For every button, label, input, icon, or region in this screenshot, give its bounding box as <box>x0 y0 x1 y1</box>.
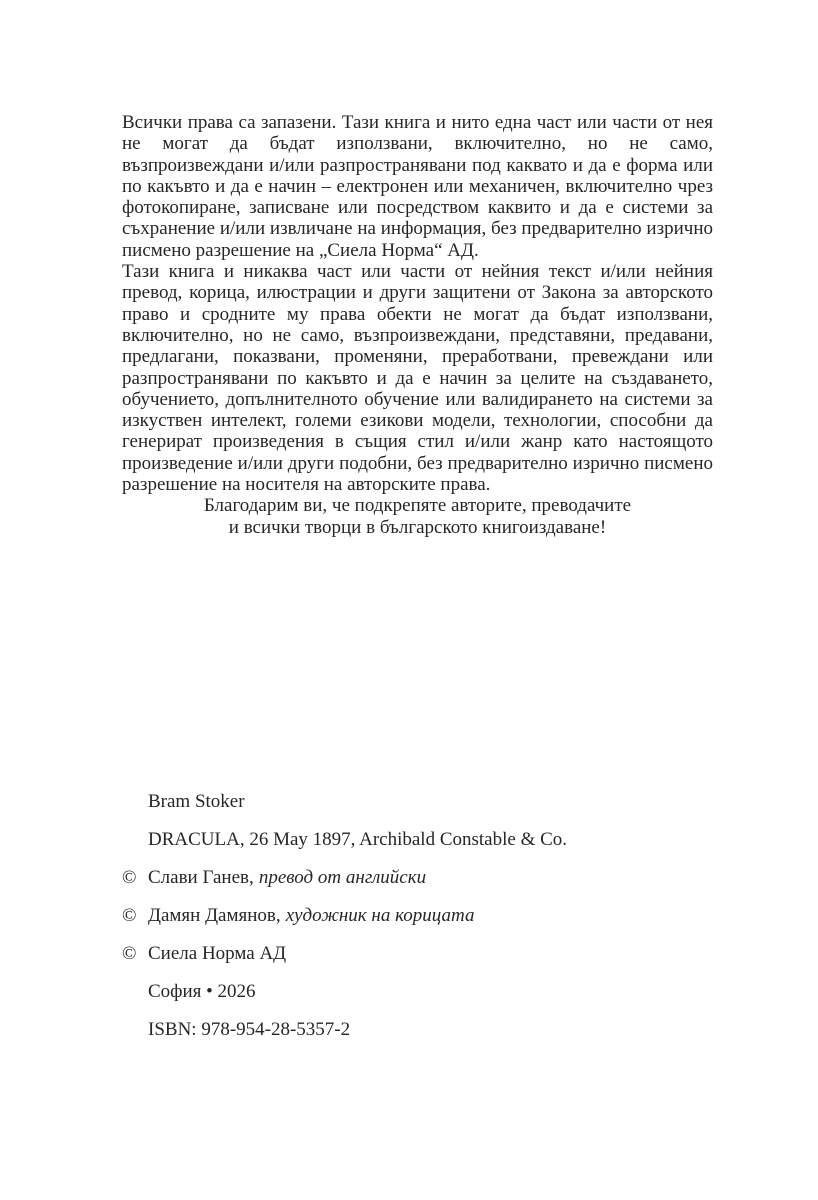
credit-cover-artist <box>122 905 713 926</box>
credit-publisher <box>122 943 713 964</box>
isbn: ISBN: 978-954-28-5357-2 <box>148 1019 351 1040</box>
credit-cover-artist-role: художник на корицата <box>285 905 475 926</box>
credit-publisher-name: Сиела Норма АД <box>148 943 287 964</box>
rights-notice-section <box>122 112 713 538</box>
credit-translator-name: Слави Ганев, <box>148 867 254 888</box>
thanks-line-2: и всички творци в българското книгоиздаване! <box>228 516 607 538</box>
original-author: Bram Stoker <box>148 791 245 812</box>
copyright-symbol: © <box>122 943 137 964</box>
rights-paragraph-2: Тази книга и никаква част или части от нейния текст и/или нейния превод, корица, илюстрации и други защитени от Закона за авторското право и сродните му права обекти не могат да бъдат използвани, включително, но не само, възпроизвеждани, представяни, предавани, предлагани, показвани, променяни, преработвани, превеждани или разпространявани по какъвто и да е начин за целите на създаването, обучението, допълнителното обучение или валидирането на системи за изкуствен интелект, големи езикови модели, технологии, способни да генерират произведения в същия стил и/или жанр като настоящото произведение и/или други подобни, без предварително изрично писмено разрешение на носителя на авторските права. <box>122 261 713 496</box>
city-year: София • 2026 <box>148 981 256 1002</box>
copyright-symbol: © <box>122 905 137 926</box>
original-edition: DRACULA, 26 May 1897, Archibald Constable & Co. <box>148 829 568 850</box>
thanks-note <box>122 495 713 538</box>
credit-translator <box>122 867 713 888</box>
rights-paragraph-1: Всички права са запазени. Тази книга и нито една част или части от нея не могат да бъдат използвани, включително, но не само, възпроизвеждани и/или разпространявани под каквато и да е форма или по какъвто и да е начин – електронен или механичен, включително чрез фотокопиране, записване или посредством каквито и да е системи за съхранение и/или извличане на информация, без предварително изрично писмено разрешение на „Сиела Норма“ АД. <box>122 112 713 261</box>
colophon-section <box>122 791 713 1057</box>
copyright-symbol: © <box>122 867 137 888</box>
thanks-line-1: Благодарим ви, че подкрепяте авторите, преводачите <box>203 495 632 517</box>
copyright-credits <box>122 867 713 964</box>
credit-translator-role: превод от английски <box>258 867 427 888</box>
credit-cover-artist-name: Дамян Дамянов, <box>148 905 281 926</box>
